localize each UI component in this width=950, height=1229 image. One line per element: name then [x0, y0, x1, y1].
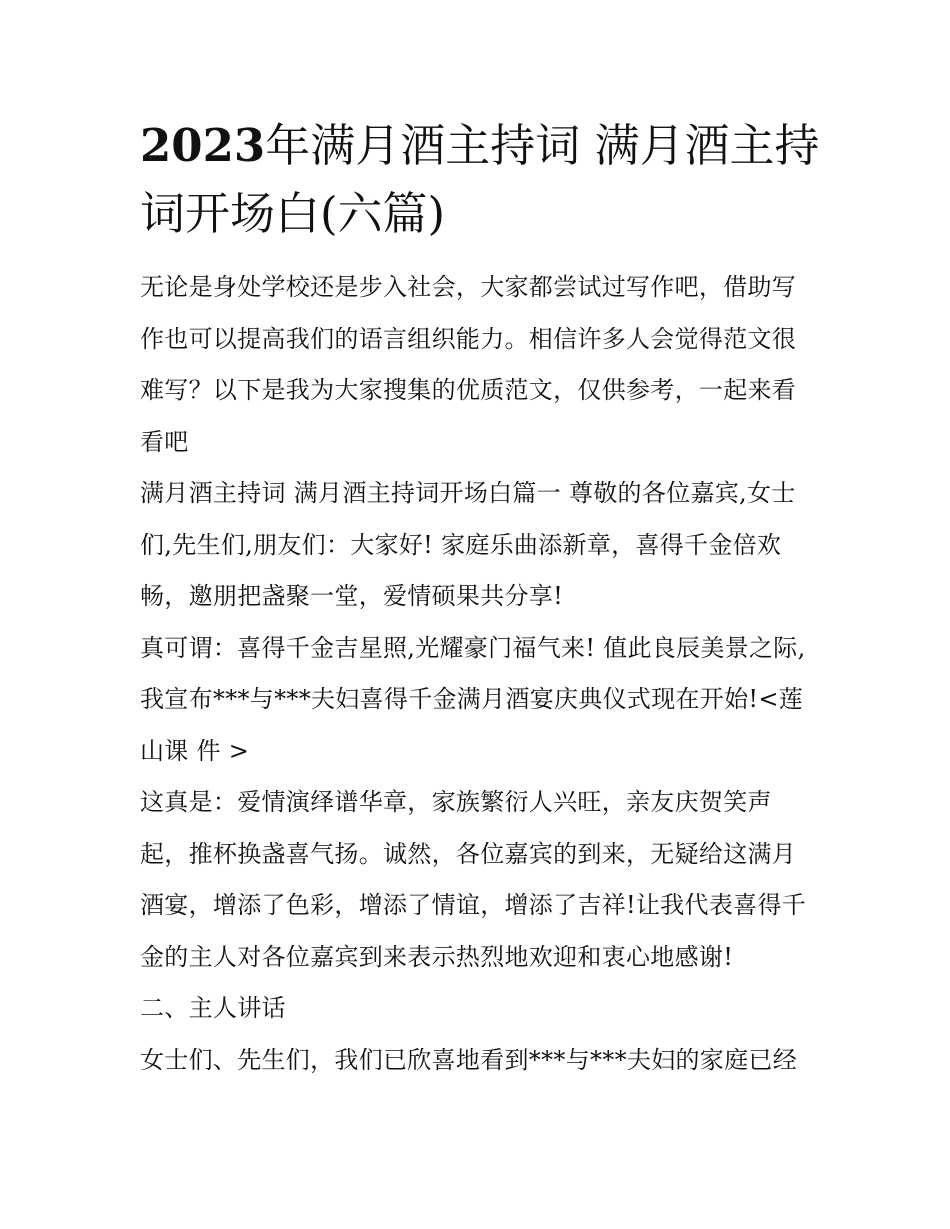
section-heading-host-speech: 二、主人讲话 [140, 994, 286, 1022]
title-text: 年满月酒主持词 满月酒主持词开场白(六篇) [140, 119, 820, 240]
document-content [140, 112, 820, 1086]
title-year: 2023 [140, 119, 266, 172]
speech-opening-paragraph: 满月酒主持词 满月酒主持词开场白篇一 尊敬的各位嘉宾,女士们,先生们,朋友们：大家好! 家庭乐曲添新章，喜得千金倍欢畅，邀朋把盏聚一堂，爱情硕果共分享! [140, 479, 796, 610]
welcome-paragraph: 这真是：爱情演绎谱华章，家族繁衍人兴旺，亲友庆贺笑声起，推杯换盏喜气扬。诚然，各位嘉宾的到来，无疑给这满月酒宴，增添了色彩，增添了情谊，增添了吉祥!让我代表喜得千金的主人对各位嘉宾到来表示热烈地欢迎和衷心地感谢! [140, 788, 807, 971]
host-speech-paragraph: 女士们、先生们，我们已欣喜地看到***与***夫妇的家庭已经 [140, 1045, 797, 1074]
document-title [140, 112, 820, 248]
intro-paragraph: 无论是身处学校还是步入社会，大家都尝试过写作吧，借助写作也可以提高我们的语言组织能力。相信许多人会觉得范文很难写？以下是我为大家搜集的优质范文，仅供参考，一起来看看吧 [140, 273, 797, 456]
ceremony-announcement-paragraph: 真可谓：喜得千金吉星照,光耀豪门福气来! 值此良辰美景之际,我宣布***与***夫妇喜得千金满月酒宴庆典仪式现在开始!<莲山课 件 > [140, 633, 806, 765]
